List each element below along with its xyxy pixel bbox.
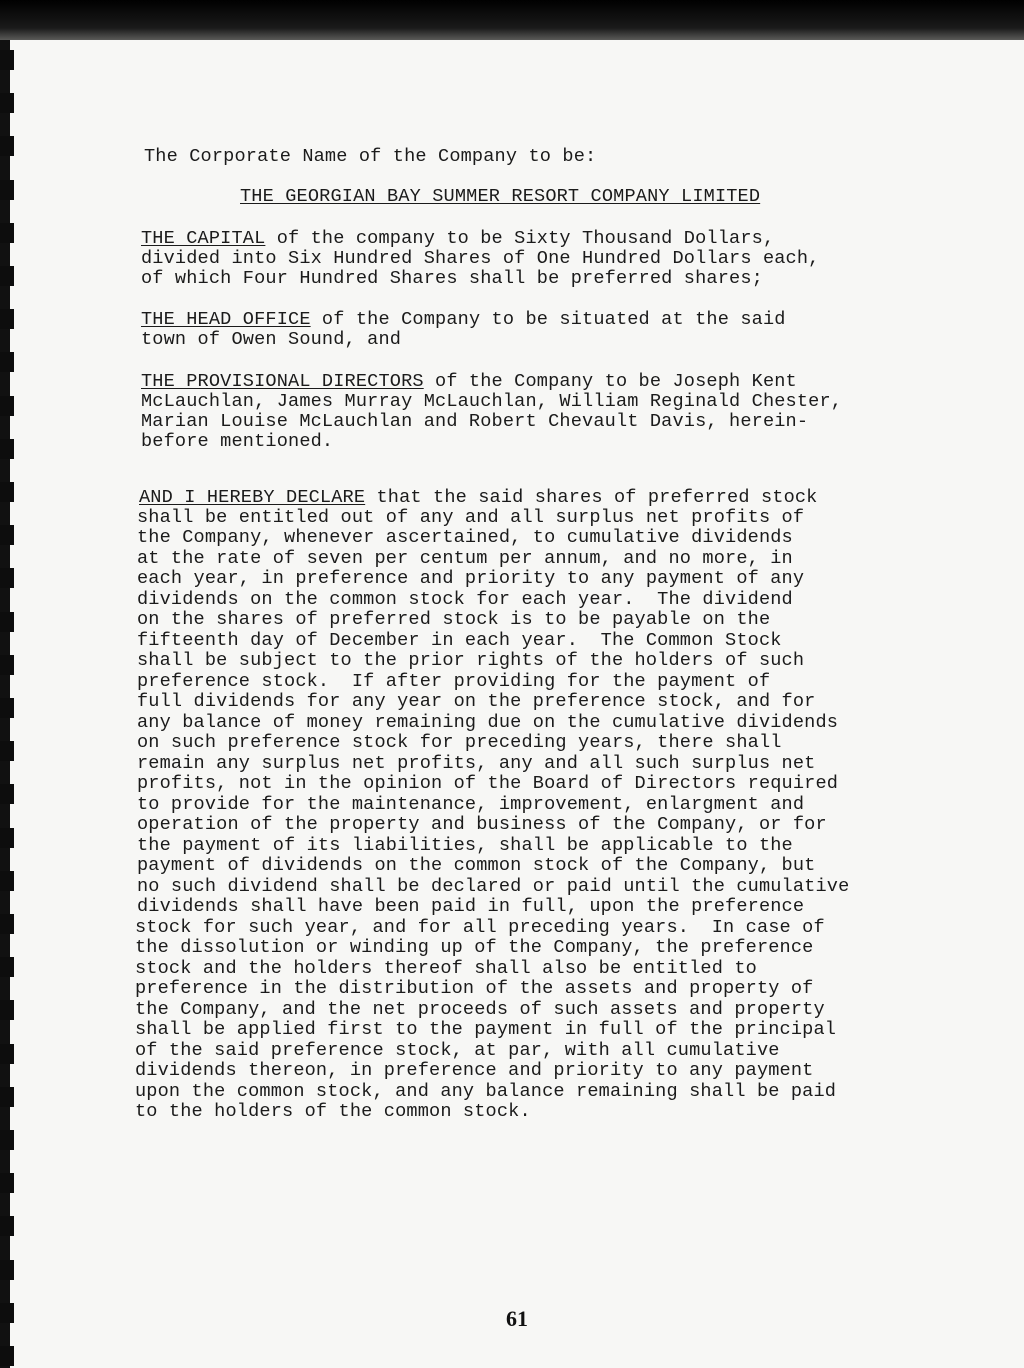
binding-hole [0,352,14,372]
declaration-line: the Company, whenever ascertained, to cumulative dividends [137,527,793,548]
binding-hole [0,223,14,243]
directors-line: Marian Louise McLauchlan and Robert Chevault Davis, herein- [141,411,809,432]
declaration-line: preference in the distribution of the assets and property of [135,978,814,999]
binding-hole [0,741,14,761]
declaration-line: shall be applied first to the payment in full of the principal [135,1019,837,1040]
binding-hole [0,1346,14,1366]
declaration-line: stock and the holders thereof shall also be entitled to [135,958,757,979]
declaration-line: stock for such year, and for all preceding years. In case of [135,917,825,938]
declaration-line: the Company, and the net proceeds of such assets and property [135,999,825,1020]
binding-hole [0,482,14,502]
binding-hole [0,439,14,459]
directors-heading: THE PROVISIONAL DIRECTORS [141,371,424,392]
declaration-line: preference stock. If after providing for the payment of [137,671,771,692]
declaration-line: at the rate of seven per centum per annum, and no more, in [137,548,793,569]
page-number: 61 [506,1306,528,1331]
head-office-line: town of Owen Sound, and [141,329,402,350]
declaration-line: dividends shall have been paid in full, upon the preference [137,896,805,917]
head-office-line: of the Company to be situated at the said [310,309,786,330]
binding-hole [0,1087,14,1107]
declaration-line: the payment of its liabilities, shall be applicable to the [137,835,793,856]
head-office-heading: THE HEAD OFFICE [141,309,311,330]
binding-hole [0,50,14,70]
binding-hole [0,655,14,675]
binding-hole [0,1216,14,1236]
capital-line: of which Four Hundred Shares shall be preferred shares; [141,268,763,289]
binding-hole [0,525,14,545]
declaration-line: on the shares of preferred stock is to be payable on the [137,609,771,630]
binding-hole [0,612,14,632]
declaration-line: operation of the property and business of the Company, or for [137,814,827,835]
capital-heading: THE CAPITAL [141,228,266,249]
binding-hole [0,914,14,934]
binding-hole [0,93,14,113]
declaration-line: each year, in preference and priority to any payment of any [137,568,805,589]
directors-line: before mentioned. [141,431,334,452]
scan-top-edge [0,0,1024,40]
binding-hole [0,784,14,804]
company-name-title: THE GEORGIAN BAY SUMMER RESORT COMPANY LIMITED [240,186,761,207]
declaration-line: dividends on the common stock for each year. The dividend [137,589,793,610]
declaration-line: shall be entitled out of any and all surplus net profits of [137,507,805,528]
declaration-line: dividends thereon, in preference and priority to any payment [135,1060,814,1081]
declaration-line: payment of dividends on the common stock of the Company, but [137,855,816,876]
binding-hole [0,1130,14,1150]
declaration-line: that the said shares of preferred stock [365,487,818,508]
declaration-line: full dividends for any year on the preference stock, and for [137,691,816,712]
declaration-line: on such preference stock for preceding years, there shall [137,732,782,753]
declaration-line: fifteenth day of December in each year. The Common Stock [137,630,782,651]
directors-line: of the Company to be Joseph Kent [423,371,797,392]
binding-hole [0,1173,14,1193]
binding-hole [0,266,14,286]
declaration-heading: AND I HEREBY DECLARE [139,487,366,508]
intro-line: The Corporate Name of the Company to be: [144,146,597,167]
document-page [10,40,1024,1368]
declaration-line: remain any surplus net profits, any and all such surplus net [137,753,816,774]
binding-hole [0,698,14,718]
binding-hole [0,309,14,329]
declaration-line: the dissolution or winding up of the Company, the preference [135,937,814,958]
capital-line: of the company to be Sixty Thousand Dollars, [265,228,775,249]
directors-line: McLauchlan, James Murray McLauchlan, William Reginald Chester, [141,391,843,412]
binding-hole [0,180,14,200]
binding-hole [0,1000,14,1020]
capital-line: divided into Six Hundred Shares of One Hundred Dollars each, [141,248,820,269]
binding-hole [0,1260,14,1280]
declaration-line: any balance of money remaining due on the cumulative dividends [137,712,839,733]
declaration-line: of the said preference stock, at par, with all cumulative [135,1040,780,1061]
binding-hole [0,136,14,156]
declaration-line: to provide for the maintenance, improvement, enlargment and [137,794,805,815]
binding-hole [0,957,14,977]
declaration-line: upon the common stock, and any balance remaining shall be paid [135,1081,837,1102]
declaration-line: no such dividend shall be declared or paid until the cumulative [137,876,850,897]
declaration-line: to the holders of the common stock. [135,1101,531,1122]
binding-hole [0,1044,14,1064]
binding-hole [0,871,14,891]
binding-hole [0,396,14,416]
binding-spine [0,40,28,1368]
declaration-line: profits, not in the opinion of the Board of Directors required [137,773,839,794]
binding-hole [0,828,14,848]
binding-hole [0,1303,14,1323]
declaration-line: shall be subject to the prior rights of the holders of such [137,650,805,671]
binding-hole [0,568,14,588]
